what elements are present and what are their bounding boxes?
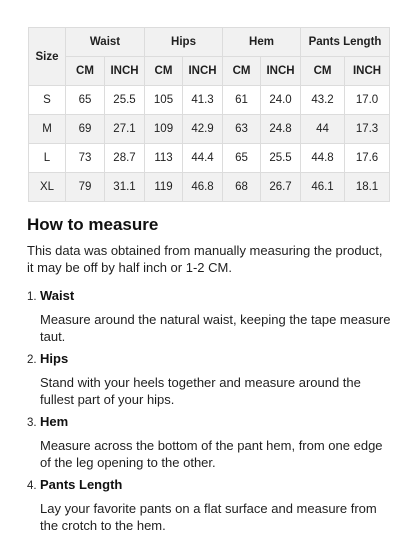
measure-steps-list: [27, 288, 392, 534]
unit-header: INCH: [261, 57, 301, 86]
table-group-header-row: [29, 28, 390, 57]
measure-step-pants-length: [27, 477, 392, 534]
value-cell: 44.8: [301, 144, 345, 173]
value-cell: 24.8: [261, 115, 301, 144]
table-row: [29, 144, 390, 173]
step-title: Hips: [40, 351, 69, 366]
value-cell: 31.1: [105, 173, 145, 202]
group-header-waist: Waist: [66, 28, 145, 57]
size-chart-table: [28, 27, 390, 202]
value-cell: 79: [66, 173, 105, 202]
value-cell: 17.6: [345, 144, 390, 173]
value-cell: 65: [223, 144, 261, 173]
value-cell: 109: [145, 115, 183, 144]
step-description: Measure around the natural waist, keeping the tape measure taut.: [40, 312, 391, 344]
size-cell: L: [29, 144, 66, 173]
how-to-measure-title: How to measure: [27, 215, 159, 234]
how-to-measure-section: [27, 215, 392, 540]
value-cell: 43.2: [301, 86, 345, 115]
unit-header: INCH: [105, 57, 145, 86]
size-cell: XL: [29, 173, 66, 202]
value-cell: 17.0: [345, 86, 390, 115]
measure-step-waist: [27, 288, 392, 345]
value-cell: 27.1: [105, 115, 145, 144]
step-number: 3.: [27, 417, 37, 429]
value-cell: 61: [223, 86, 261, 115]
step-number: 2.: [27, 354, 37, 366]
value-cell: 65: [66, 86, 105, 115]
step-number: 1.: [27, 291, 37, 303]
value-cell: 73: [66, 144, 105, 173]
group-header-hips: Hips: [145, 28, 223, 57]
value-cell: 69: [66, 115, 105, 144]
value-cell: 44.4: [183, 144, 223, 173]
step-title: Pants Length: [40, 477, 123, 492]
unit-header: INCH: [183, 57, 223, 86]
value-cell: 24.0: [261, 86, 301, 115]
group-header-hem: Hem: [223, 28, 301, 57]
unit-header: CM: [66, 57, 105, 86]
value-cell: 18.1: [345, 173, 390, 202]
value-cell: 26.7: [261, 173, 301, 202]
unit-header: CM: [301, 57, 345, 86]
size-cell: S: [29, 86, 66, 115]
table-unit-header-row: [29, 57, 390, 86]
value-cell: 25.5: [105, 86, 145, 115]
size-column-header: Size: [29, 28, 66, 86]
size-cell: M: [29, 115, 66, 144]
value-cell: 44: [301, 115, 345, 144]
unit-header: CM: [223, 57, 261, 86]
table-row: [29, 86, 390, 115]
step-description: Measure across the bottom of the pant hem, from one edge of the leg opening to the other.: [40, 438, 383, 470]
value-cell: 28.7: [105, 144, 145, 173]
value-cell: 105: [145, 86, 183, 115]
step-description: Stand with your heels together and measure around the fullest part of your hips.: [40, 375, 361, 407]
measure-step-hem: [27, 414, 392, 471]
value-cell: 41.3: [183, 86, 223, 115]
measure-step-hips: [27, 351, 392, 408]
value-cell: 46.8: [183, 173, 223, 202]
value-cell: 113: [145, 144, 183, 173]
unit-header: CM: [145, 57, 183, 86]
how-to-measure-intro: This data was obtained from manually measuring the product, it may be off by half inch or 1-2 CM.: [27, 243, 383, 275]
value-cell: 17.3: [345, 115, 390, 144]
value-cell: 63: [223, 115, 261, 144]
group-header-pants-length: Pants Length: [301, 28, 390, 57]
unit-header: INCH: [345, 57, 390, 86]
value-cell: 119: [145, 173, 183, 202]
value-cell: 25.5: [261, 144, 301, 173]
table-row: [29, 173, 390, 202]
step-title: Hem: [40, 414, 69, 429]
step-description: Lay your favorite pants on a flat surface and measure from the crotch to the hem.: [40, 501, 377, 533]
value-cell: 46.1: [301, 173, 345, 202]
value-cell: 42.9: [183, 115, 223, 144]
value-cell: 68: [223, 173, 261, 202]
step-number: 4.: [27, 480, 37, 492]
table-row: [29, 115, 390, 144]
step-title: Waist: [40, 288, 75, 303]
